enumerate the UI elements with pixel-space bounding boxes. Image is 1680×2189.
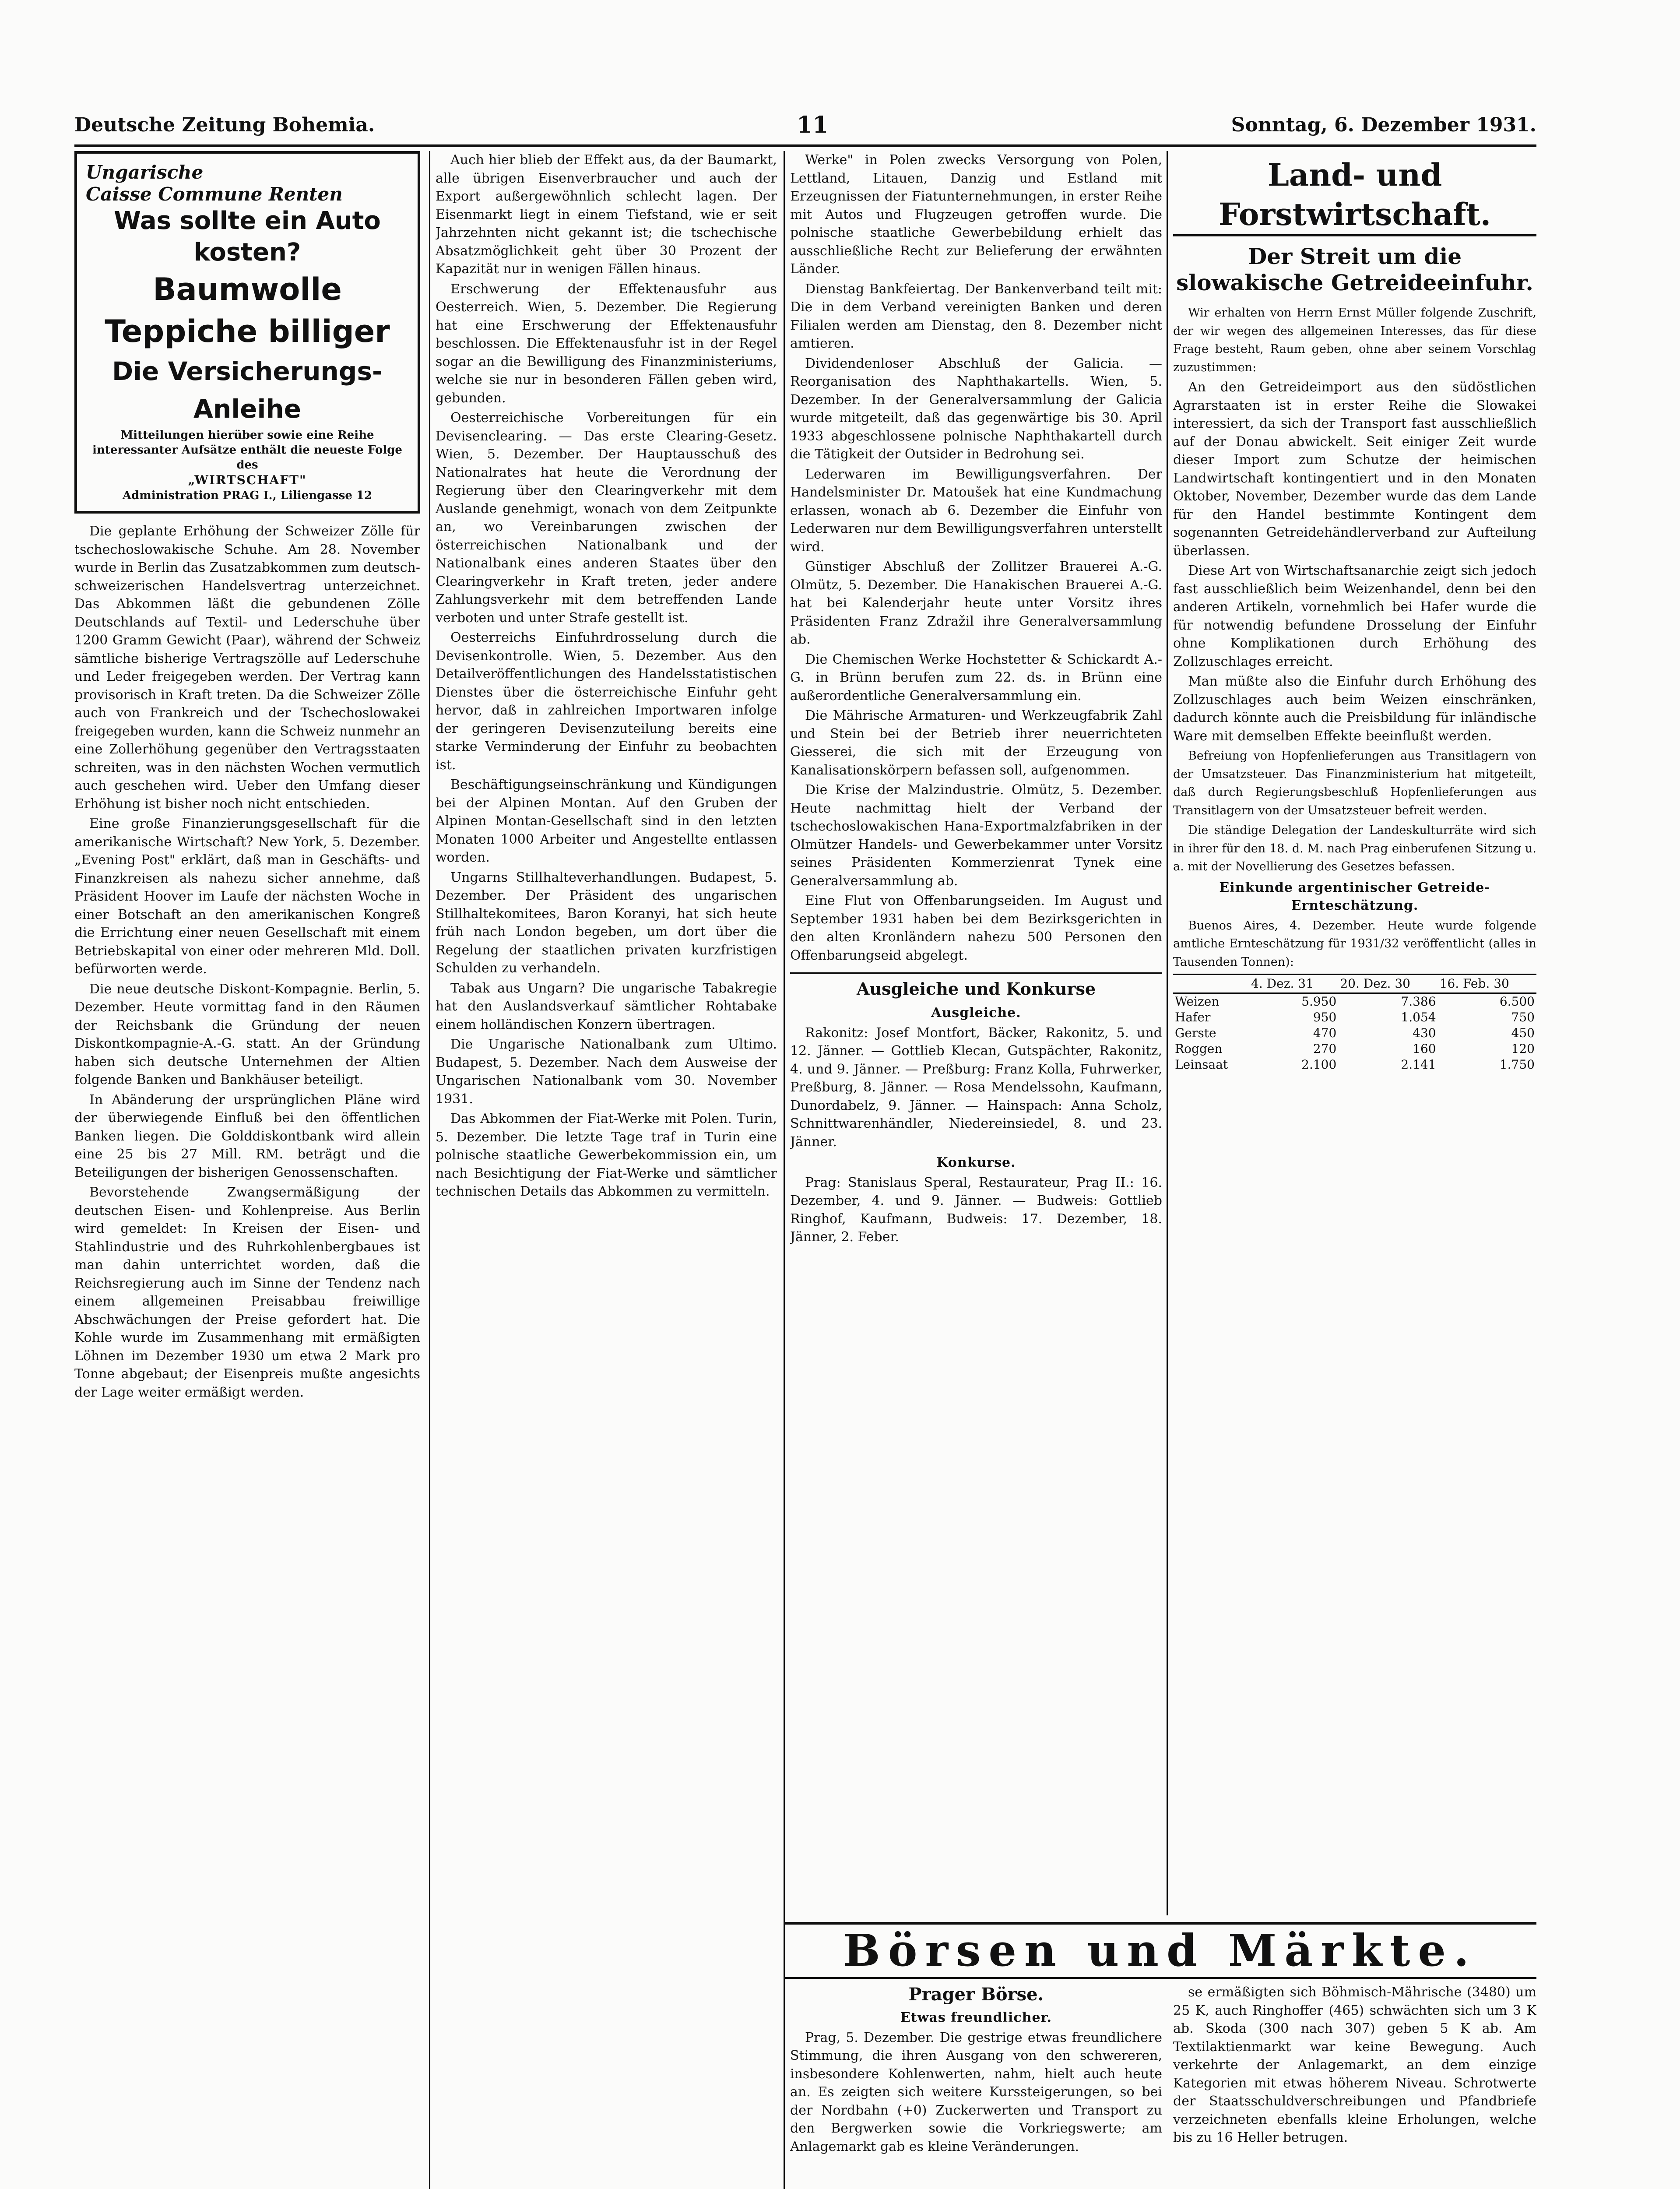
table-cell: 430 <box>1413 1026 1436 1040</box>
article-paragraph: An den Getreideimport aus den südöstlichen Agrarstaaten ist in erster Reihe die Slowakei interessiert, da sich der Transport fast ausschließlich auf der Donau abwickelt. Seit einiger Zeit wurde dieser Import zum Schutze der heimischen Landwirtschaft kontingentiert und in den Monaten Oktober, November, Dezember wurde das dem Lande für den Handel bestimmte Kontingent dem sogenannten Getreidehändlerverband zur Aufteilung überlassen. <box>1173 380 1536 559</box>
article-paragraph: Dividendenloser Abschluß der Galicia. — Reorganisation des Naphthakartells. Wien, 5. Dezember. In der Generalversammlung der Galicia wurde mitgeteilt, daß das gegenwärtige bis 30. April 1933 abgeschlossene polnische Naphthakartell durch die Tätigkeit der Outsider in Bedrohung sei. <box>790 355 1162 462</box>
article-paragraph: Günstiger Abschluß der Zollitzer Brauerei A.-G. Olmütz, 5. Dezember. Die Hanakischen Brauerei A.-G. hat bei Kalenderjahr heute unter Vorsitz ihres Präsidenten Franz Zdražil ihre Generalversammlung ab. <box>790 559 1162 647</box>
table-cell: 2.141 <box>1401 1057 1436 1072</box>
article-paragraph: Tabak aus Ungarn? Die ungarische Tabakregie hat den Auslandsverkauf sämtlicher Rohtabake einem holländischen Konzern übertragen. <box>436 980 777 1032</box>
table-cell: Hafer <box>1175 1010 1211 1024</box>
table-cell: 470 <box>1313 1026 1337 1040</box>
ad-headline: Baumwolle <box>153 271 342 307</box>
konkurse-heading: Ausgleiche und Konkurse <box>790 972 1162 999</box>
table-row <box>1173 1041 1536 1057</box>
article-paragraph: Oesterreichische Vorbereitungen für ein Devisenclearing. — Das erste Clearing-Gesetz. Wien, 5. Dezember. Der Hauptausschuß des Nationalrates hat heute die Verordnung der Regierung über den Clearingverkehr mit dem Auslande genehmigt, wonach von dem Zeitpunkte an, wo Vereinbarungen zwischen der österreichischen Nationalbank und der Nationalbank eines anderen Staates über den Clearingverkehr in Kraft treten, jeder andere Zahlungsverkehr mit dem betreffenden Lande verboten und unter Strafe gestellt ist. <box>436 410 777 626</box>
article-paragraph: In Abänderung der ursprünglichen Pläne wird der überwiegende Einfluß bei den öffentlichen Banken liegen. Die Golddiskontbank wird allein eine 25 bis 27 Mill. RM. beträgt und die Beteiligungen der bisherigen Genossenschaften. <box>74 1092 420 1180</box>
boerse-column-left <box>790 1983 1162 2189</box>
table-row <box>1173 993 1536 1010</box>
ad-line: Ungarische <box>86 162 204 183</box>
table-cell: 1.750 <box>1499 1057 1535 1072</box>
boerse-tendency: Etwas freundlicher. <box>900 2010 1052 2025</box>
table-cell: 950 <box>1313 1010 1337 1024</box>
boerse-column-right <box>1173 1983 1536 2189</box>
article-paragraph: Ungarns Stillhalteverhandlungen. Budapest, 5. Dezember. Der Präsident des ungarischen Stillhaltekomitees, Baron Koranyi, hat sich heute früh nach London begeben, um dort über die Regelung der staatlichen privaten kurzfristigen Schulden zu verhandeln. <box>436 869 777 976</box>
article-paragraph: Erschwerung der Effektenausfuhr aus Oesterreich. Wien, 5. Dezember. Die Regierung hat eine Erschwerung der Effektenausfuhr beschlossen. Die Effektenausfuhr ist in der Regel sogar an die Bewilligung des Finanzministeriums, welche sie nur in besonderen Fällen geben wird, gebunden. <box>436 281 777 406</box>
article-paragraph: Die ständige Delegation der Landeskulturräte wird sich in ihrer für den 18. d. M. nach Prag einberufenen Sitzung u. a. mit der Novellierung des Gesetzes befassen. <box>1173 824 1536 873</box>
table-row <box>1173 1057 1536 1073</box>
article-intro: Wir erhalten von Herrn Ernst Müller folgende Zuschrift, der wir wegen des allgemeinen Interesses, das für diese Frage besteht, Raum geben, ohne aber seinem Vorschlag zuzustimmen: <box>1173 306 1536 374</box>
article-paragraph: Die Ungarische Nationalbank zum Ultimo. Budapest, 5. Dezember. Nach dem Ausweise der Ungarischen Nationalbank vom 30. November 1931. <box>436 1037 777 1107</box>
ad-address: Administration PRAG I., Liliengasse 12 <box>122 489 373 502</box>
ad-line: Caisse Commune Renten <box>86 183 343 205</box>
article-paragraph: Werke" in Polen zwecks Versorgung von Polen, Lettland, Litauen, Danzig und Estland mit Erzeugnissen der Fiatunternehmungen, in erster Reihe mit Autos und Flugzeugen getroffen wurde. Die polnische staatliche Gewerbebildung erhielt das ausschließliche Recht zur Belieferung der erwähnten Länder. <box>790 152 1162 277</box>
ad-headline: Was sollte ein Auto kosten? <box>114 207 381 267</box>
page-number: 11 <box>797 112 829 138</box>
table-cell: 1.054 <box>1401 1010 1436 1024</box>
table-cell: 120 <box>1511 1042 1535 1056</box>
newspaper-name: Deutsche Zeitung Bohemia. <box>74 114 375 136</box>
article-title: Der Streit um die slowakische Getreideeinfuhr. <box>1176 243 1533 296</box>
article-paragraph: Die Mährische Armaturen- und Werkzeugfabrik Zahl und Stein bei der Betrieb ihrer neuerrichteten Giesserei, die sich mit der Erzeugung von Kanalisationskörpern befassen soll, aufgenommen. <box>790 708 1162 778</box>
column-2 <box>436 151 777 2189</box>
boerse-report: se ermäßigten sich Böhmisch-Mährische (3480) um 25 K, auch Ringhoffer (465) schwächten sich um 3 K ab. Skoda (300 nach 307) geben 5 K ab. Am Textilaktienmarkt war keine Bewegung. Auch verkehrte der Anlagemarkt, an dem einzige Kategorien mit etwas höherem Niveau. Schrotwerte der Staatsschuldverschreibungen und Pfandbriefe verzeichneten ebenfalls kleine Erholungen, welche bis zu 16 Heller betrugen. <box>1173 1985 1536 2145</box>
issue-date: Sonntag, 6. Dezember 1931. <box>1231 114 1536 136</box>
article-paragraph: Auch hier blieb der Effekt aus, da der Baumarkt, alle übrigen Eisenverbraucher und auch der Export außergewöhnlich schlecht lagen. Der Eisenmarkt liegt in einem Tiefstand, wie er seit Jahrzehnten nicht gekannt ist; die tschechische Absatzmöglichkeit geht über 30 Prozent der Kapazität nur in wenigen Fällen hinaus. <box>436 152 777 277</box>
ad-text: Mitteilungen hierüber sowie eine Reihe interessanter Aufsätze enthält die neueste Folge des <box>92 429 402 472</box>
table-cell: 2.100 <box>1301 1057 1337 1072</box>
table-header-row <box>1173 975 1536 993</box>
advertisement-box <box>74 151 420 514</box>
grain-table-intro: Buenos Aires, 4. Dezember. Heute wurde folgende amtliche Ernteschätzung für 1931/32 veröffentlicht (alles in Tausenden Tonnen): <box>1173 919 1536 969</box>
ad-headline: Teppiche billiger <box>105 313 390 349</box>
article-paragraph: Die Chemischen Werke Hochstetter & Schickardt A.-G. in Brünn berufen zum 22. ds. in Brünn eine außerordentliche Generalversammlung ein. <box>790 651 1162 704</box>
article-paragraph: Bevorstehende Zwangsermäßigung der deutschen Eisen- und Kohlenpreise. Aus Berlin wird gemeldet: In Kreisen der Eisen- und Stahlindustrie und des Ruhrkohlenbergbaues ist man dahin unterrichtet worden, daß die Reichsregierung auch im Sinne der Tendenz nach einem allgemeinen Preisabbau freiwillige Abschwächungen der Preise gefordert hat. Die Kohle wurde im Zusammenhang mit ermäßigten Löhnen im Dezember 1930 um etwa 2 Mark pro Tonne abgebaut; der Eisenpreis mußte angesichts der Lage weiter ermäßigt werden. <box>74 1185 420 1400</box>
section-title: Land- und Forstwirtschaft. <box>1173 155 1536 236</box>
table-header-cell: 4. Dez. 31 <box>1249 975 1338 993</box>
konkurse-subheading: Konkurse. <box>936 1155 1016 1170</box>
article-paragraph: Beschäftigungseinschränkung und Kündigungen bei der Alpinen Montan. Auf den Gruben der Alpinen Montan-Gesellschaft sind in den letzten Monaten 1000 Arbeiter und Angestellte entlassen worden. <box>436 777 777 865</box>
article-paragraph: Oesterreichs Einfuhrdrosselung durch die Devisenkontrolle. Wien, 5. Dezember. Aus den Detailveröffentlichungen des Handelsstatistischen Dienstes über die österreichische Einfuhr geht hervor, daß in zahlreichen Importwaren infolge der geringeren Devisenzuteilung bereits eine starke Verminderung der Einfuhr zu beobachten ist. <box>436 630 777 773</box>
article-paragraph: Die neue deutsche Diskont-Kompagnie. Berlin, 5. Dezember. Heute vormittag fand in den Räumen der Reichsbank die Gründung der neuen Diskontkompagnie-A.-G. statt. An der Gründung haben sich deutsche Unternehmen der Altien folgende Banken und Bankhäuser beteiligt. <box>74 981 420 1087</box>
table-row <box>1173 1010 1536 1025</box>
table-cell: 750 <box>1511 1010 1535 1024</box>
article-paragraph: Die geplante Erhöhung der Schweizer Zölle für tschechoslowakische Schuhe. Am 28. November wurde in Berlin das Zusatzabkommen zum deutsch-schweizerischen Handelsvertrag unterzeichnet. Das Abkommen läßt die gebundenen Zölle Deutschlands auf Textil- und Lederschuhe über 1200 Gramm Gewicht (Paar), während der Schweiz sämtliche bisherige Vertragszölle auf Lederschuhe und Leder freigegeben werden. Der Vertrag kann provisorisch in Kraft treten. Da die Schweizer Zölle auch von Frankreich und der Tschechoslowakei freigegeben wurden, kann die Schweiz nunmehr an eine Zollerhöhung gegenüber den Vertragsstaaten schreiten, was in den nächsten Wochen vermutlich auch geschehen wird. Ueber den Umfang dieser Erhöhung ist bisher noch nicht entschieden. <box>74 524 420 812</box>
ausgleiche-subheading: Ausgleiche. <box>931 1005 1021 1021</box>
table-cell: 160 <box>1413 1042 1436 1056</box>
boerse-report: Prag, 5. Dezember. Die gestrige etwas freundlichere Stimmung, die ihren Ausgang von den schwereren, insbesondere Kohlenwerten, nahm, hielt auch heute an. Es zeigten sich weitere Kurssteigerungen, so bei der Nordbahn (+0) Zuckerwerten und Transport zu den Bergwerken sowie die Vorkriegswerte; am Anlagemarkt gab es kleine Veränderungen. <box>790 2030 1162 2154</box>
table-header-cell: 20. Dez. 30 <box>1338 975 1437 993</box>
ad-headline: Die Versicherungs-Anleihe <box>112 356 383 424</box>
table-header-cell: 16. Feb. 30 <box>1438 975 1536 993</box>
boerse-subheading: Prager Börse. <box>908 1984 1044 2005</box>
article-paragraph: Eine Flut von Offenbarungseiden. Im August und September 1931 haben bei dem Bezirksgerichten in den alten Kronländern nahezu 500 Personen den Offenbarungseid abgelegt. <box>790 893 1162 963</box>
column-rule <box>1167 151 1168 1915</box>
article-paragraph: Dienstag Bankfeiertag. Der Bankenverband teilt mit: Die in dem Verband vereinigten Banken und deren Filialen werden am Dienstag, den 8. Dezember nicht amtieren. <box>790 281 1162 351</box>
column-3 <box>790 151 1162 1911</box>
ausgleiche-list: Rakonitz: Josef Montfort, Bäcker, Rakonitz, 5. und 12. Jänner. — Gottlieb Klecan, Gutspächter, Rakonitz, 4. und 9. Jänner. — Preßburg: Franz Kolla, Fuhrwerker, Preßburg, 8. Jänner. — Rosa Mendelssohn, Kaufmann, Dunordabelz, 9. Jänner. — Hainspach: Anna Scholz, Schnittwarenhändler, Niedereinsiedel, 8. und 23. Jänner. <box>790 1025 1162 1150</box>
article-paragraph: Eine große Finanzierungsgesellschaft für die amerikanische Wirtschaft? New York, 5. Dezember. „Evening Post" erklärt, daß man in Geschäfts- und Finanzkreisen als nahezu sicher annehme, daß Präsident Hoover im Laufe der nächsten Woche in einer Botschaft an den amerikanischen Kongreß die Errichtung einer neuen Gesellschaft mit einem Betriebskapital von einer oder mehreren Mld. Doll. befürworten werde. <box>74 816 420 977</box>
table-cell: Roggen <box>1175 1042 1223 1056</box>
article-paragraph: Die Krise der Malzindustrie. Olmütz, 5. Dezember. Heute nachmittag hielt der Verband der tschechoslowakischen Hana-Exportmalzfabriken in der Olmützer Handels- und Gewerbekammer unter Vorsitz seines Präsidenten Kommerzienrat Tynek eine Generalversammlung ab. <box>790 782 1162 889</box>
table-cell: 7.386 <box>1401 994 1436 1009</box>
grain-table-heading: Einkunde argentinischer Getreide-Ernteschätzung. <box>1219 880 1490 913</box>
article-paragraph: Lederwaren im Bewilligungsverfahren. Der Handelsminister Dr. Matoušek hat eine Kundmachung erlassen, wonach ab 6. Dezember die Einfuhr von Lederwaren nur dem Bewilligungsverfahren unterstellt wird. <box>790 466 1162 555</box>
table-cell: Leinsaat <box>1175 1057 1228 1072</box>
column-4 <box>1173 151 1536 1911</box>
column-rule <box>429 151 430 2189</box>
article-paragraph: Man müßte also die Einfuhr durch Erhöhung des Zollzuschlages auch beim Weizen einschränken, dadurch könnte auch die Preisbildung für inländische Ware mit demselben Effekte beeinflußt werden. <box>1173 674 1536 744</box>
table-cell: Weizen <box>1175 994 1220 1009</box>
table-header-cell <box>1173 975 1249 993</box>
table-cell: 5.950 <box>1301 994 1337 1009</box>
article-paragraph: Das Abkommen der Fiat-Werke mit Polen. Turin, 5. Dezember. Die letzte Tage traf in Turin eine polnische staatliche Gewerbekommission ein, um nach Besichtigung der Fiat-Werke und sämtlicher technischen Details das Abkommen zu vermitteln. <box>436 1111 777 1199</box>
table-cell: 6.500 <box>1499 994 1535 1009</box>
table-cell: 450 <box>1511 1026 1535 1040</box>
article-paragraph: Diese Art von Wirtschaftsanarchie zeigt sich jedoch fast ausschließlich beim Weizenhandel, denn bei den anderen Artikeln, vornehmlich bei Hafer wurde die für notwendig befundene Drosselung der Einfuhr ohne Komplikationen durch Erhöhung des Zollzuschlages erreicht. <box>1173 563 1536 669</box>
boerse-section-title: Börsen und Märkte. <box>784 1922 1536 1979</box>
page-header <box>74 109 1536 147</box>
konkurse-list: Prag: Stanislaus Speral, Restaurateur, Prag II.: 16. Dezember, 4. und 9. Jänner. — Budweis: Gottlieb Ringhof, Kaufmann, Budweis: 17. Dezember, 18. Jänner, 2. Feber. <box>790 1175 1162 1245</box>
article-paragraph: Befreiung von Hopfenlieferungen aus Transitlagern von der Umsatzsteuer. Das Finanzministerium hat mitgeteilt, daß durch Regierungsbeschluß Hopfenlieferungen aus Transitlagern von der Umsatzsteuer befreit werden. <box>1173 749 1536 817</box>
table-cell: 270 <box>1313 1042 1337 1056</box>
ad-text: „WIRTSCHAFT" <box>188 473 307 487</box>
grain-estimate-table <box>1173 974 1536 1073</box>
table-row <box>1173 1025 1536 1041</box>
column-1 <box>74 151 420 2189</box>
table-cell: Gerste <box>1175 1026 1216 1040</box>
column-rule <box>784 151 785 2189</box>
